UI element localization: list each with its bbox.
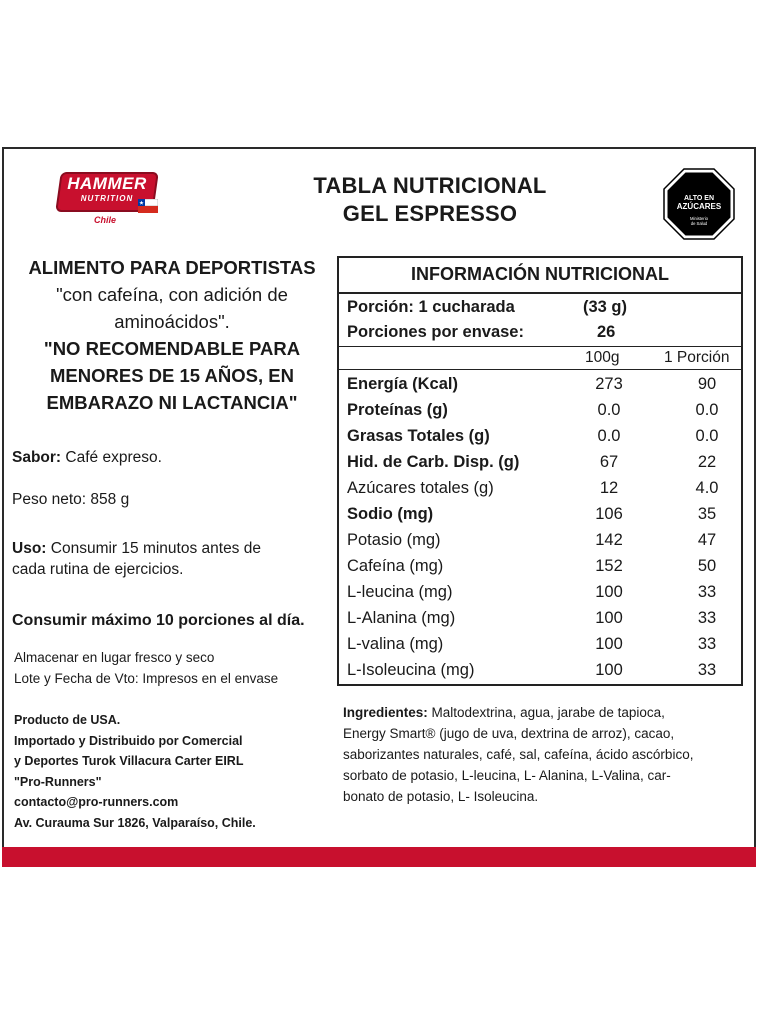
logo-subname-text: NUTRITION bbox=[80, 194, 134, 203]
heading-line-1: ALIMENTO PARA DEPORTISTAS bbox=[28, 257, 316, 278]
nutrient-row-energy bbox=[339, 371, 741, 397]
seal-line-3: Ministerio bbox=[690, 216, 708, 221]
nutrient-row-isoleucine bbox=[339, 657, 741, 683]
ingredients-line-4: sorbato de potasio, L-leucina, L- Alanina, L-Valina, car- bbox=[343, 768, 671, 783]
nutrition-header: INFORMACIÓN NUTRICIONAL bbox=[339, 258, 741, 294]
nutrient-per100: 0.0 bbox=[597, 427, 621, 445]
ingredients-block bbox=[343, 702, 748, 807]
column-header-portion: 1 Porción bbox=[664, 349, 730, 366]
importer-line-1: Producto de USA. bbox=[14, 713, 121, 727]
importer-email: contacto@pro-runners.com bbox=[14, 795, 179, 809]
nutrient-row-caffeine bbox=[339, 553, 741, 579]
seal-line-1: ALTO EN bbox=[683, 195, 715, 202]
nutrient-per100: 100 bbox=[595, 609, 623, 627]
alto-en-azucares-seal bbox=[663, 168, 735, 240]
nutrient-name: L-Alanina (mg) bbox=[347, 609, 456, 627]
logo-country-text: Chile bbox=[94, 215, 117, 225]
nutrient-per-serving: 33 bbox=[697, 635, 717, 653]
nutrient-per100: 106 bbox=[595, 505, 623, 523]
nutrient-per-serving: 50 bbox=[697, 557, 717, 575]
nutrient-per100: 0.0 bbox=[597, 401, 621, 419]
nutrient-per100: 100 bbox=[595, 661, 623, 679]
ingredients-line-2: Energy Smart® (jugo de uva, dextrina de arroz), cacao, bbox=[343, 726, 675, 741]
flavor-line bbox=[12, 447, 332, 468]
max-servings-notice: Consumir máximo 10 porciones al día. bbox=[12, 612, 305, 629]
nutrient-name: Grasas Totales (g) bbox=[347, 427, 490, 445]
nutrient-name: Cafeína (mg) bbox=[347, 557, 444, 575]
nutrient-name: Energía (Kcal) bbox=[347, 375, 458, 393]
nutrient-per100: 142 bbox=[595, 531, 623, 549]
heading-line-2: "con cafeína, con adición de bbox=[56, 284, 288, 305]
nutrient-per-serving: 33 bbox=[697, 583, 717, 601]
serving-label: Porción: 1 cucharada bbox=[347, 298, 515, 316]
title-line-1: TABLA NUTRICIONAL bbox=[313, 173, 547, 198]
lot-notice: Lote y Fecha de Vto: Impresos en el envase bbox=[14, 671, 279, 686]
nutrient-name: Potasio (mg) bbox=[347, 531, 441, 549]
nutrient-per-serving: 0.0 bbox=[695, 427, 719, 445]
nutrient-name: Proteínas (g) bbox=[347, 401, 448, 419]
ingredients-line-1: Maltodextrina, agua, jarabe de tapioca, bbox=[431, 705, 665, 720]
nutrient-row-protein bbox=[339, 397, 741, 423]
usage-line-2: cada rutina de ejercicios. bbox=[12, 561, 184, 578]
ingredients-label: Ingredientes: bbox=[343, 705, 428, 720]
servings-per-pack-value: 26 bbox=[597, 323, 616, 341]
nutrient-row-sugars bbox=[339, 475, 741, 501]
document-title bbox=[290, 172, 570, 228]
nutrient-per-serving: 0.0 bbox=[695, 401, 719, 419]
usage-label: Uso: bbox=[12, 540, 47, 557]
nutrient-name: Azúcares totales (g) bbox=[347, 479, 494, 497]
ingredients-line-5: bonato de potasio, L- Isoleucina. bbox=[343, 789, 539, 804]
nutrient-per-serving: 35 bbox=[697, 505, 717, 523]
net-weight: Peso neto: 858 g bbox=[12, 491, 130, 508]
seal-line-2: AZÚCARES bbox=[676, 202, 722, 211]
nutrient-per100: 12 bbox=[599, 479, 619, 497]
nutrient-row-alanine bbox=[339, 605, 741, 631]
flavor-label: Sabor: bbox=[12, 449, 62, 466]
importer-line-3: y Deportes Turok Villacura Carter EIRL bbox=[14, 754, 244, 768]
heading-line-3: aminoácidos". bbox=[114, 311, 230, 332]
column-separator bbox=[339, 369, 741, 370]
nutrient-row-valine bbox=[339, 631, 741, 657]
nutrient-row-leucine bbox=[339, 579, 741, 605]
importer-line-4: "Pro-Runners" bbox=[14, 774, 102, 789]
ingredients-line-3: saborizantes naturales, café, sal, cafeína, ácido ascórbico, bbox=[343, 747, 694, 762]
logo-brand-text: HAMMER bbox=[67, 174, 147, 193]
nutrient-per-serving: 4.0 bbox=[695, 479, 719, 497]
nutrient-row-potassium bbox=[339, 527, 741, 553]
nutrient-per-serving: 90 bbox=[697, 375, 717, 393]
importer-line-2: Importado y Distribuido por Comercial bbox=[14, 733, 243, 748]
serving-separator bbox=[339, 346, 741, 347]
heading-line-6: EMBARAZO NI LACTANCIA" bbox=[46, 392, 298, 413]
nutrient-name: L-Isoleucina (mg) bbox=[347, 661, 475, 679]
hammer-nutrition-logo bbox=[58, 172, 158, 230]
usage-block bbox=[12, 538, 332, 580]
nutrient-per100: 67 bbox=[599, 453, 619, 471]
product-heading bbox=[12, 254, 332, 416]
nutrient-per100: 100 bbox=[595, 635, 623, 653]
nutrient-per100: 100 bbox=[595, 583, 623, 601]
nutrient-per100: 152 bbox=[595, 557, 623, 575]
title-line-2: GEL ESPRESSO bbox=[342, 201, 518, 226]
nutrient-per-serving: 22 bbox=[697, 453, 717, 471]
nutrient-name: L-leucina (mg) bbox=[347, 583, 453, 601]
column-header-100g: 100g bbox=[585, 349, 620, 366]
nutrient-per-serving: 47 bbox=[697, 531, 717, 549]
serving-value: (33 g) bbox=[583, 298, 628, 316]
red-band bbox=[2, 847, 756, 867]
servings-per-pack-label: Porciones por envase: bbox=[347, 323, 524, 341]
storage-notice: Almacenar en lugar fresco y seco bbox=[14, 650, 215, 665]
nutrition-table bbox=[337, 256, 743, 686]
heading-line-5: MENORES DE 15 AÑOS, EN bbox=[50, 365, 294, 386]
nutrient-per100: 273 bbox=[595, 375, 623, 393]
heading-line-4: "NO RECOMENDABLE PARA bbox=[43, 338, 301, 359]
nutrient-row-sodium bbox=[339, 501, 741, 527]
flavor-value: Café expreso. bbox=[65, 449, 162, 466]
nutrient-per-serving: 33 bbox=[697, 609, 717, 627]
chile-flag-icon bbox=[138, 199, 158, 213]
nutrient-name: L-valina (mg) bbox=[347, 635, 444, 653]
seal-line-4: de Salud bbox=[690, 221, 708, 226]
nutrient-row-fat bbox=[339, 423, 741, 449]
importer-address: Av. Curauma Sur 1826, Valparaíso, Chile. bbox=[14, 815, 256, 830]
importer-block bbox=[14, 710, 256, 833]
usage-line-1: Consumir 15 minutos antes de bbox=[50, 540, 261, 557]
nutrient-name: Hid. de Carb. Disp. (g) bbox=[347, 453, 520, 471]
nutrient-per-serving: 33 bbox=[697, 661, 717, 679]
nutrient-name: Sodio (mg) bbox=[347, 505, 434, 523]
nutrient-row-carbs bbox=[339, 449, 741, 475]
